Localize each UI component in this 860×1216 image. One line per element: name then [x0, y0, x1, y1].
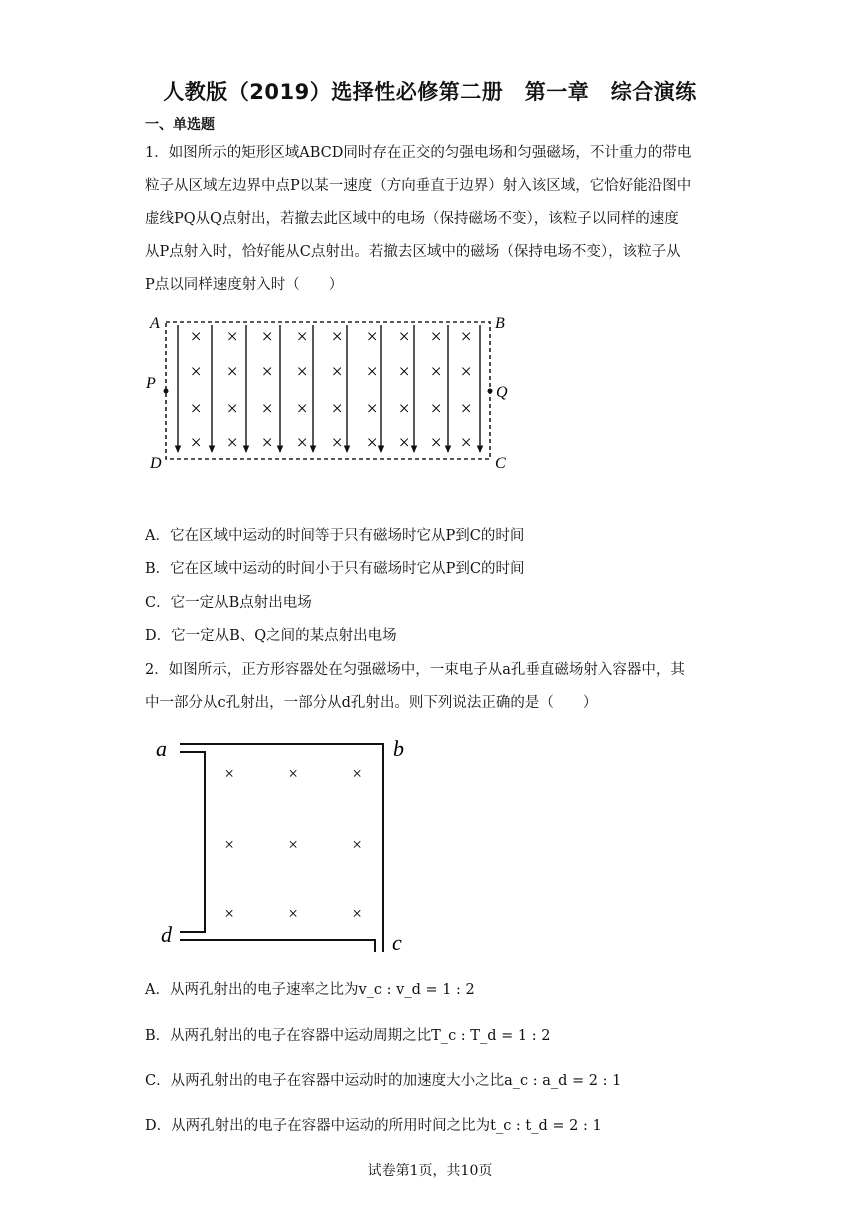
magnetic-field-cross: ×	[330, 361, 344, 383]
magnetic-field-cross: ×	[351, 904, 363, 923]
magnetic-field-cross: ×	[223, 904, 235, 923]
q1-line-5: P点以同样速度射入时（ ）	[145, 277, 344, 293]
label-a: A	[150, 315, 160, 332]
magnetic-field-cross: ×	[295, 326, 309, 348]
magnetic-field-cross: ×	[287, 835, 299, 854]
magnetic-field-cross: ×	[223, 764, 235, 783]
container-wall-bottom	[180, 940, 375, 952]
q1-line-2: 粒子从区域左边界中点P以某一速度（方向垂直于边界）射入该区域，它恰好能沿图中	[145, 178, 692, 194]
container-wall-left	[180, 752, 205, 932]
q1-line-3: 虚线PQ从Q点射出，若撤去此区域中的电场（保持磁场不变），该粒子以同样的速度	[145, 211, 679, 227]
q2-option-a: A．从两孔射出的电子速率之比为v_c : v_d = 1 : 2	[145, 982, 475, 998]
magnetic-field-cross: ×	[189, 398, 203, 420]
label-p: P	[146, 375, 156, 392]
q2-option-c: C．从两孔射出的电子在容器中运动时的加速度大小之比a_c : a_d = 2 : 1	[145, 1073, 622, 1089]
magnetic-field-cross: ×	[225, 361, 239, 383]
magnetic-field-cross: ×	[287, 904, 299, 923]
q1-line-1: 1．如图所示的矩形区域ABCD同时存在正交的匀强电场和匀强磁场，不计重力的带电	[145, 145, 692, 161]
magnetic-field-cross: ×	[365, 398, 379, 420]
magnetic-field-cross: ×	[295, 361, 309, 383]
magnetic-field-cross: ×	[225, 432, 239, 454]
label-hole-a: a	[156, 736, 167, 761]
magnetic-field-cross: ×	[429, 361, 443, 383]
magnetic-field-cross: ×	[330, 398, 344, 420]
page-title: 人教版（2019）选择性必修第二册 第一章 综合演练	[163, 80, 697, 104]
magnetic-field-cross: ×	[351, 835, 363, 854]
label-q: Q	[496, 384, 508, 401]
magnetic-field-cross: ×	[260, 398, 274, 420]
magnetic-field-cross: ×	[397, 361, 411, 383]
magnetic-field-cross: ×	[365, 432, 379, 454]
magnetic-field-cross: ×	[397, 432, 411, 454]
page-footer: 试卷第1页，共10页	[367, 1163, 493, 1179]
magnetic-field-cross: ×	[260, 326, 274, 348]
q1-option-b: B．它在区域中运动的时间小于只有磁场时它从P到C的时间	[145, 561, 525, 577]
magnetic-field-cross: ×	[365, 326, 379, 348]
magnetic-field-cross: ×	[189, 326, 203, 348]
label-b: B	[495, 315, 505, 332]
magnetic-field-cross: ×	[223, 835, 235, 854]
label-corner-b: b	[393, 736, 404, 761]
magnetic-field-cross: ×	[351, 764, 363, 783]
magnetic-field-cross: ×	[260, 432, 274, 454]
q1-option-d: D．它一定从B、Q之间的某点射出电场	[145, 628, 397, 644]
q2-option-b: B．从两孔射出的电子在容器中运动周期之比T_c : T_d = 1 : 2	[145, 1028, 551, 1044]
magnetic-field-cross: ×	[295, 398, 309, 420]
label-d: D	[150, 455, 162, 472]
magnetic-field-cross: ×	[459, 361, 473, 383]
magnetic-field-cross: ×	[397, 398, 411, 420]
q2-option-d: D．从两孔射出的电子在容器中运动的所用时间之比为t_c : t_d = 2 : 1	[145, 1118, 602, 1134]
magnetic-field-cross: ×	[189, 432, 203, 454]
magnetic-field-cross: ×	[260, 361, 274, 383]
q2-line-2: 中一部分从c孔射出，一部分从d孔射出。则下列说法正确的是（ ）	[145, 695, 598, 711]
magnetic-field-cross: ×	[459, 398, 473, 420]
label-c: C	[495, 455, 506, 472]
magnetic-field-cross: ×	[459, 432, 473, 454]
q1-line-4: 从P点射入时，恰好能从C点射出。若撤去区域中的磁场（保持电场不变），该粒子从	[145, 244, 681, 260]
magnetic-field-cross: ×	[429, 398, 443, 420]
magnetic-field-cross: ×	[287, 764, 299, 783]
q1-option-a: A．它在区域中运动的时间等于只有磁场时它从P到C的时间	[145, 528, 525, 544]
label-hole-c: c	[392, 930, 402, 955]
magnetic-field-cross: ×	[429, 432, 443, 454]
q2-line-1: 2．如图所示，正方形容器处在匀强磁场中，一束电子从a孔垂直磁场射入容器中，其	[145, 662, 685, 678]
magnetic-field-cross: ×	[365, 361, 379, 383]
magnetic-field-cross: ×	[429, 326, 443, 348]
magnetic-field-cross: ×	[330, 326, 344, 348]
q1-option-c: C．它一定从B点射出电场	[145, 595, 312, 611]
magnetic-field-cross: ×	[397, 326, 411, 348]
magnetic-field-cross: ×	[225, 326, 239, 348]
magnetic-field-cross: ×	[330, 432, 344, 454]
magnetic-field-cross: ×	[225, 398, 239, 420]
magnetic-field-cross: ×	[459, 326, 473, 348]
label-hole-d: d	[161, 922, 172, 947]
section-heading: 一、单选题	[145, 117, 215, 133]
magnetic-field-cross: ×	[295, 432, 309, 454]
magnetic-field-cross: ×	[189, 361, 203, 383]
